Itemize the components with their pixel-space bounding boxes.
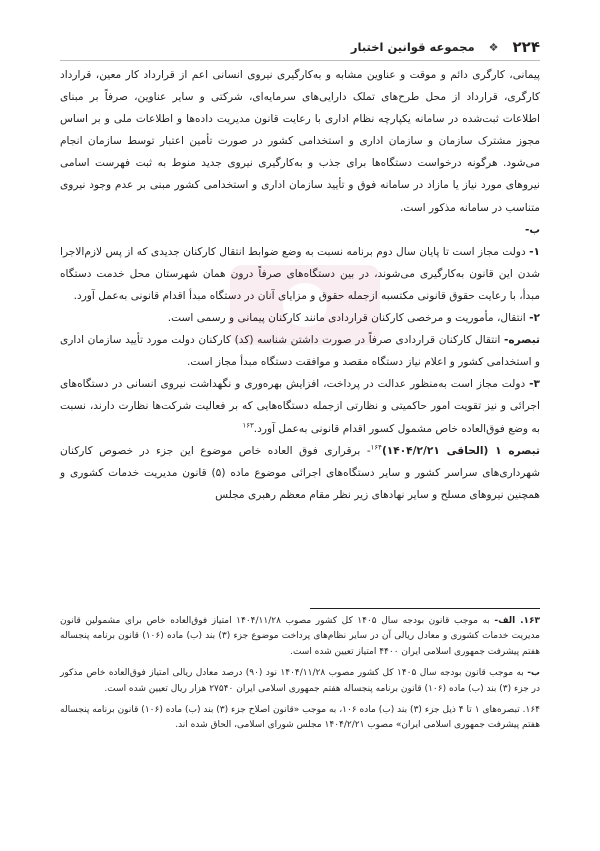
footnotes xyxy=(60,614,540,740)
clause-2-number: ۲- xyxy=(529,312,540,325)
footnote-163b xyxy=(60,666,540,697)
footnote-ref-164[interactable]: ۱۶۴ xyxy=(370,443,382,452)
footnote-divider xyxy=(310,608,540,609)
note-label: تبصره- xyxy=(504,334,540,347)
footnote-ref-163[interactable]: ۱۶۳ xyxy=(242,420,254,429)
header-divider xyxy=(60,60,540,61)
note xyxy=(60,329,540,373)
note-1-label: تبصره ۱ xyxy=(495,444,540,457)
book-title: مجموعه قوانین اختبار xyxy=(350,40,475,54)
running-header xyxy=(60,36,540,58)
note-1-text: - برقراری فوق العاده خاص موضوع این جزء در خصوص کارکنان شهرداری‌های سراسر کشور و سایر دستگاه‌های اجرائی موضوع ماده (۵) قانون مدیریت خدمات کشوری و همچنین نیروهای مسلح و سایر نهادهای زیر نظر مقام معظم رهبری مجلس xyxy=(60,444,540,501)
clause-1-text: دولت مجاز است تا پایان سال دوم برنامه نسبت به وضع ضوابط انتقال کارکنان جدیدی که از پس لازم‌الاجرا شدن این قانون به‌کارگیری می‌شوند، در بین دستگاه‌های صرفاً درون همان شهرستان محل خدمت دستگاه مبدأ، با رعایت حقوق قانونی مکتسبه ازجمله حقوق و مزایای آنان در دستگاه مبدأ اقدام قانونی به‌عمل آورد. xyxy=(60,245,540,302)
paragraph-continuation: پیمانی، کارگری دائم و موقت و عناوین مشابه و به‌کارگیری نیروی انسانی اعم از قرارداد کار معین، قرارداد کارگری، قرارداد از محل طرح‌های تملک دارایی‌های سرمایه‌ای، شرکتی و سایر عناوین، صرفاً بر مبنای اطلاعات ثبت‌شده در سامانه یکپارچه نظام اداری با رعایت قانون مدیریت داده‌ها و اطلاعات ملی و بر اساس مجوز مشترک سازمان و سازمان اداری و استخدامی کشور در صورت تأمین اعتبار توسط سازمان انجام می‌شود. هرگونه درخواست دستگاه‌ها برای جذب و به‌کارگیری نیروی جدید منوط به ثبت فهرست اسامی نیروهای مورد نیاز یا مازاد در سامانه فوق و تأیید سازمان اداری و استخدامی کشور مبنی بر عدم وجود نیروی متناسب در سامانه مذکور است. xyxy=(60,69,540,214)
clause-2 xyxy=(60,307,540,329)
note-1-added-date: (الحاقی ۱۴۰۴/۲/۲۱) xyxy=(381,444,496,457)
note-text: انتقال کارکنان قراردادی صرفاً در صورت داشتن شناسه (کد) کارکنان دولت مورد تأیید سازمان اداری و استخدامی کشور و اعلام نیاز دستگاه مقصد و موافقت دستگاه مبدأ مجاز است. xyxy=(60,334,540,369)
note-1 xyxy=(60,440,540,506)
footnote-164: ۱۶۴. تبصره‌های ۱ تا ۴ ذیل جزء (۳) بند (ب) ماده ۱۰۶، به موجب «قانون اصلاح جزء (۳) بند (ب) ماده (۱۰۶) قانون برنامه پنجساله هفتم پیشرفت جمهوری اسلامی ایران» مصوب ۱۴۰۴/۲/۲۱ مجلس شورای اسلامی، الحاق شده اند. xyxy=(60,705,540,731)
clause-3 xyxy=(60,373,540,439)
clause-2-text: انتقال، مأموریت و مرخصی کارکنان قراردادی مانند کارکنان پیمانی و رسمی است. xyxy=(167,312,530,325)
clause-1-number: ۱- xyxy=(529,245,540,258)
footnote-163b-text: به موجب قانون بودجه سال ۱۴۰۵ کل کشور مصوب ۱۴۰۴/۱۱/۲۸ نود (۹۰) درصد معادل ریالی امتیاز فوق‌العاده خاص مذکور در جزء (۳) بند (ب) ماده (۱۰۶) قانون برنامه پنجساله هفتم جمهوری اسلامی ایران ۲۷۵۴۰ هزار ریال تعیین شده است. xyxy=(60,668,540,694)
footnote-163a-text: به موجب قانون بودجه سال ۱۴۰۵ کل کشور مصوب ۱۴۰۴/۱۱/۲۸ امتیاز فوق‌العاده خاص برای مشمولین قانون مدیریت خدمات کشوری و معادل ریالی آن در سایر نظام‌های پرداخت موضوع جزء (۳) بند (ب) ماده (۱۰۶) قانون برنامه پنجساله هفتم پیشرفت جمهوری اسلامی ایران ۴۴۰۰ امتیاز تعیین شده است. xyxy=(60,616,540,657)
diamond-ornament-icon: ❖ xyxy=(488,40,499,54)
page-number: ۲۲۴ xyxy=(512,38,540,56)
clause-3-number: ۳- xyxy=(529,378,540,391)
clause-1 xyxy=(60,241,540,307)
footnote-163a xyxy=(60,614,540,660)
footnote-163a-label: ۱۶۳. الف- xyxy=(494,616,540,626)
section-heading-b: ب- xyxy=(524,223,540,236)
footnote-163b-label: ب- xyxy=(527,668,540,679)
main-text xyxy=(60,64,540,506)
clause-3-text: دولت مجاز است به‌منظور عدالت در پرداخت، افزایش بهره‌وری و نگهداشت نیروی انسانی در دستگاه‌های اجرائی و نیز تقویت امور حاکمیتی و نظارتی ازجمله دستگاه‌هایی که بر فعالیت شرکت‌ها نظارت دارند، نسبت به وضع فوق‌العاده خاص مشمول کسور اقدام قانونی به‌عمل آورد. xyxy=(60,378,540,435)
